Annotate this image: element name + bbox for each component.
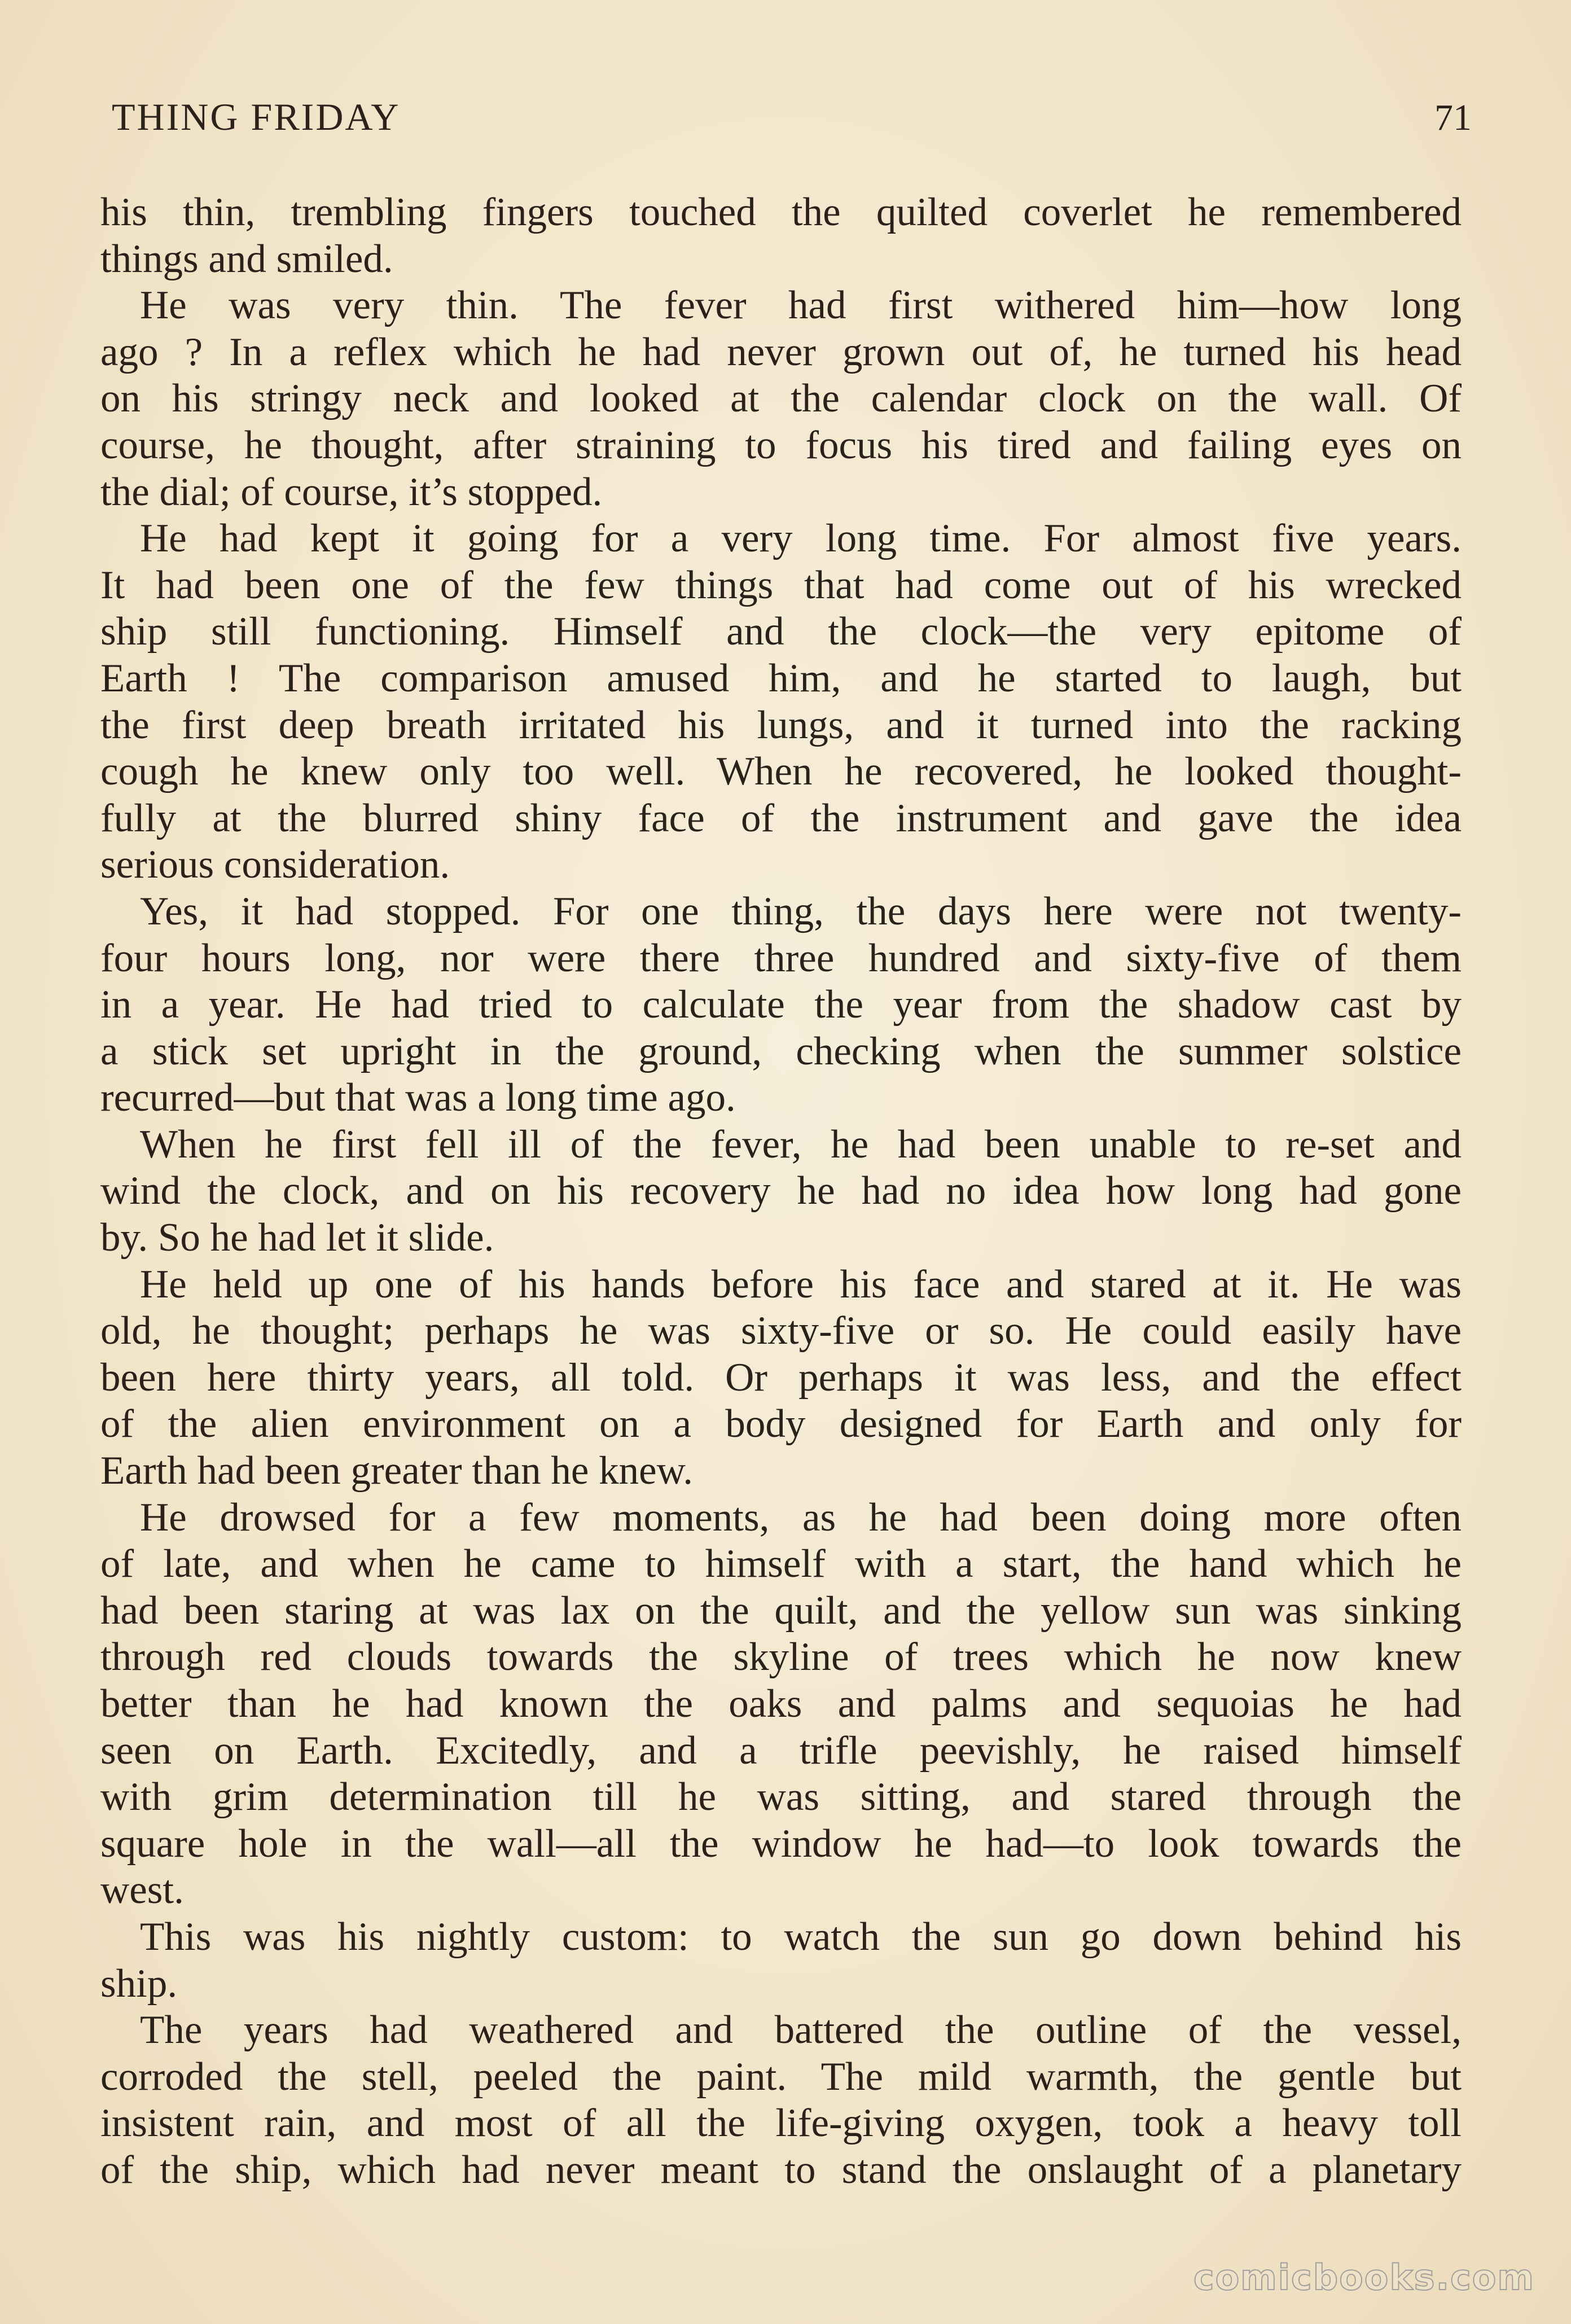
text-line: his thin, trembling fingers touched the quilted coverlet he remembered — [100, 190, 1462, 234]
text-line: He held up one of his hands before his face and stared at it. He was — [140, 1262, 1462, 1306]
text-line: in a year. He had tried to calculate the year from the shadow cast by — [100, 983, 1462, 1027]
text-line: It had been one of the few things that had come out of his wrecked — [100, 563, 1462, 607]
text-line: He was very thin. The fever had first withered him—how long — [140, 283, 1462, 328]
running-head — [112, 95, 1472, 146]
text-line: This was his nightly custom: to watch the sun go down behind his — [140, 1914, 1462, 1959]
text-line: been here thirty years, all told. Or perhaps it was less, and the effect — [100, 1355, 1462, 1400]
text-line: He drowsed for a few moments, as he had been doing more often — [140, 1495, 1462, 1540]
text-line: the dial; of course, it’s stopped. — [100, 470, 603, 514]
text-line: of the ship, which had never meant to stand the onslaught of a planetary — [100, 2147, 1462, 2192]
text-line: corroded the stell, peeled the paint. The mild warmth, the gentle but — [100, 2054, 1462, 2099]
page-number: 71 — [1434, 97, 1472, 138]
text-line: wind the clock, and on his recovery he had no idea how long had gone — [100, 1169, 1462, 1213]
text-line: by. So he had let it slide. — [100, 1216, 494, 1260]
text-line: recurred—but that was a long time ago. — [100, 1076, 736, 1120]
watermark-logo: comicbooks.com — [1193, 2257, 1535, 2298]
text-line: course, he thought, after straining to focus his tired and failing eyes on — [100, 423, 1462, 467]
text-line: ship. — [100, 1961, 178, 2006]
text-line: four hours long, nor were there three hundred and sixty-five of them — [100, 936, 1462, 980]
text-line: better than he had known the oaks and palms and sequoias he had — [100, 1682, 1462, 1726]
text-line: of late, and when he came to himself with a start, the hand which he — [100, 1542, 1462, 1586]
text-line: Earth ! The comparison amused him, and he started to laugh, but — [100, 656, 1462, 700]
text-line: the first deep breath irritated his lungs, and it turned into the racking — [100, 703, 1462, 747]
text-line: had been staring at was lax on the quilt, and the yellow sun was sinking — [100, 1588, 1462, 1633]
text-line: things and smiled. — [100, 236, 393, 281]
text-line: old, he thought; perhaps he was sixty-five or so. He could easily have — [100, 1309, 1462, 1353]
text-line: serious consideration. — [100, 843, 450, 887]
text-line: ago ? In a reflex which he had never grown out of, he turned his head — [100, 330, 1462, 374]
text-line: west. — [100, 1868, 184, 1913]
text-line: The years had weathered and battered the outline of the vessel, — [140, 2008, 1462, 2053]
text-line: insistent rain, and most of all the life-giving oxygen, took a heavy toll — [100, 2101, 1462, 2146]
text-line: When he first fell ill of the fever, he had been unable to re-set and — [140, 1122, 1462, 1167]
chapter-title: THING FRIDAY — [112, 95, 401, 138]
text-line: on his stringy neck and looked at the calendar clock on the wall. Of — [100, 376, 1462, 421]
text-line: of the alien environment on a body designed for Earth and only for — [100, 1402, 1462, 1446]
text-line: ship still functioning. Himself and the clock—the very epitome of — [100, 609, 1462, 654]
text-line: square hole in the wall—all the window he had—to look towards the — [100, 1821, 1462, 1866]
text-line: through red clouds towards the skyline of trees which he now knew — [100, 1635, 1462, 1680]
text-line: He had kept it going for a very long time. For almost five years. — [140, 516, 1462, 561]
text-line: Yes, it had stopped. For one thing, the days here were not twenty- — [140, 889, 1462, 933]
text-line: Earth had been greater than he knew. — [100, 1449, 694, 1493]
body-text — [100, 189, 1462, 2194]
text-line: seen on Earth. Excitedly, and a trifle peevishly, he raised himself — [100, 1728, 1462, 1773]
text-line: with grim determination till he was sitting, and stared through the — [100, 1775, 1462, 1819]
text-line: a stick set upright in the ground, checking when the summer solstice — [100, 1029, 1462, 1073]
text-line: cough he knew only too well. When he recovered, he looked thought- — [100, 749, 1462, 794]
text-line: fully at the blurred shiny face of the instrument and gave the idea — [100, 796, 1462, 840]
